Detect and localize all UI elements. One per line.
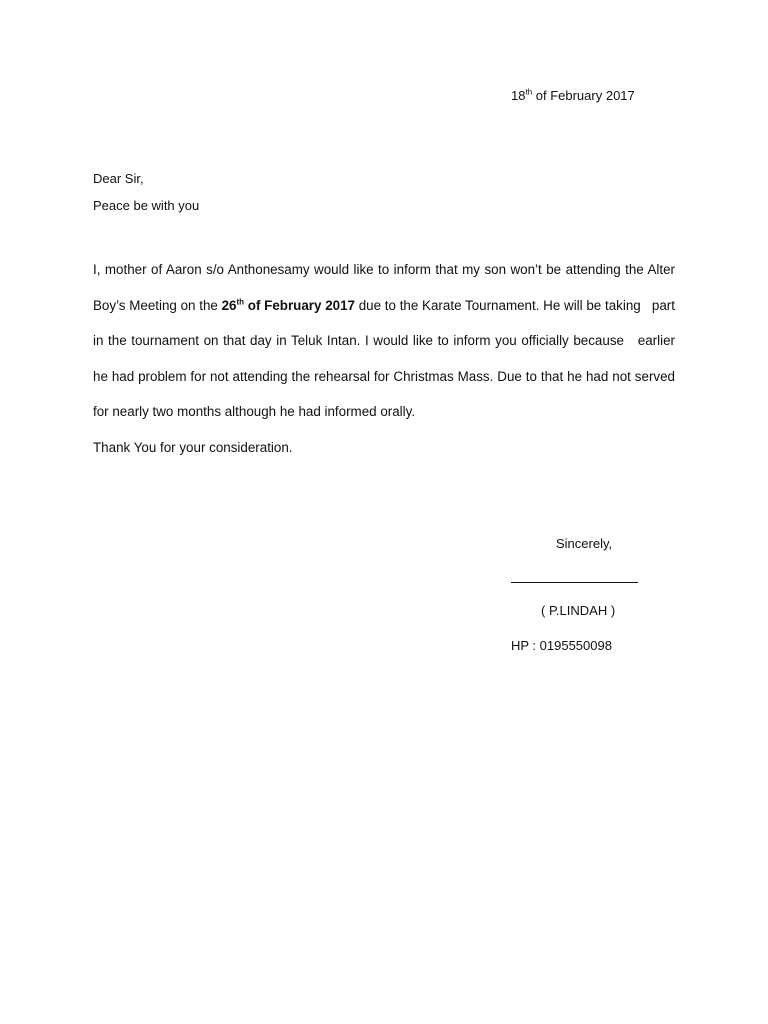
- closing: Sincerely,: [556, 536, 613, 551]
- meeting-day-suffix: th: [236, 297, 245, 307]
- meeting-day: 26: [221, 297, 237, 313]
- phone-number: HP : 0195550098: [511, 638, 612, 653]
- date-rest: of February 2017: [532, 88, 635, 103]
- signer-name: ( P.LINDAH ): [541, 603, 616, 618]
- letter-body: [93, 252, 675, 430]
- body-part-1: I, mother of Aaron s/o Anthonesamy would like to inform that my son won’t be attending the Alter Boy’s Meeting on the: [93, 262, 675, 313]
- letter-date: [511, 88, 635, 103]
- date-day-suffix: th: [525, 87, 533, 97]
- meeting-rest: of February 2017: [244, 297, 355, 313]
- salutation: Dear Sir,: [93, 171, 144, 186]
- greeting: Peace be with you: [93, 198, 200, 213]
- signature-line: [511, 582, 638, 583]
- date-day: 18: [511, 88, 526, 103]
- meeting-date: [222, 298, 355, 313]
- body-part-2: due to the Karate Tournament. He will be taking part in the tournament on that day in Teluk Intan. I would like to inform you officially because earlier he had problem for not attending the rehearsal for Christmas Mass. Due to that he had not served for nearly two months although he had informed orally.: [93, 297, 675, 419]
- thanks-line: Thank You for your consideration.: [93, 440, 293, 455]
